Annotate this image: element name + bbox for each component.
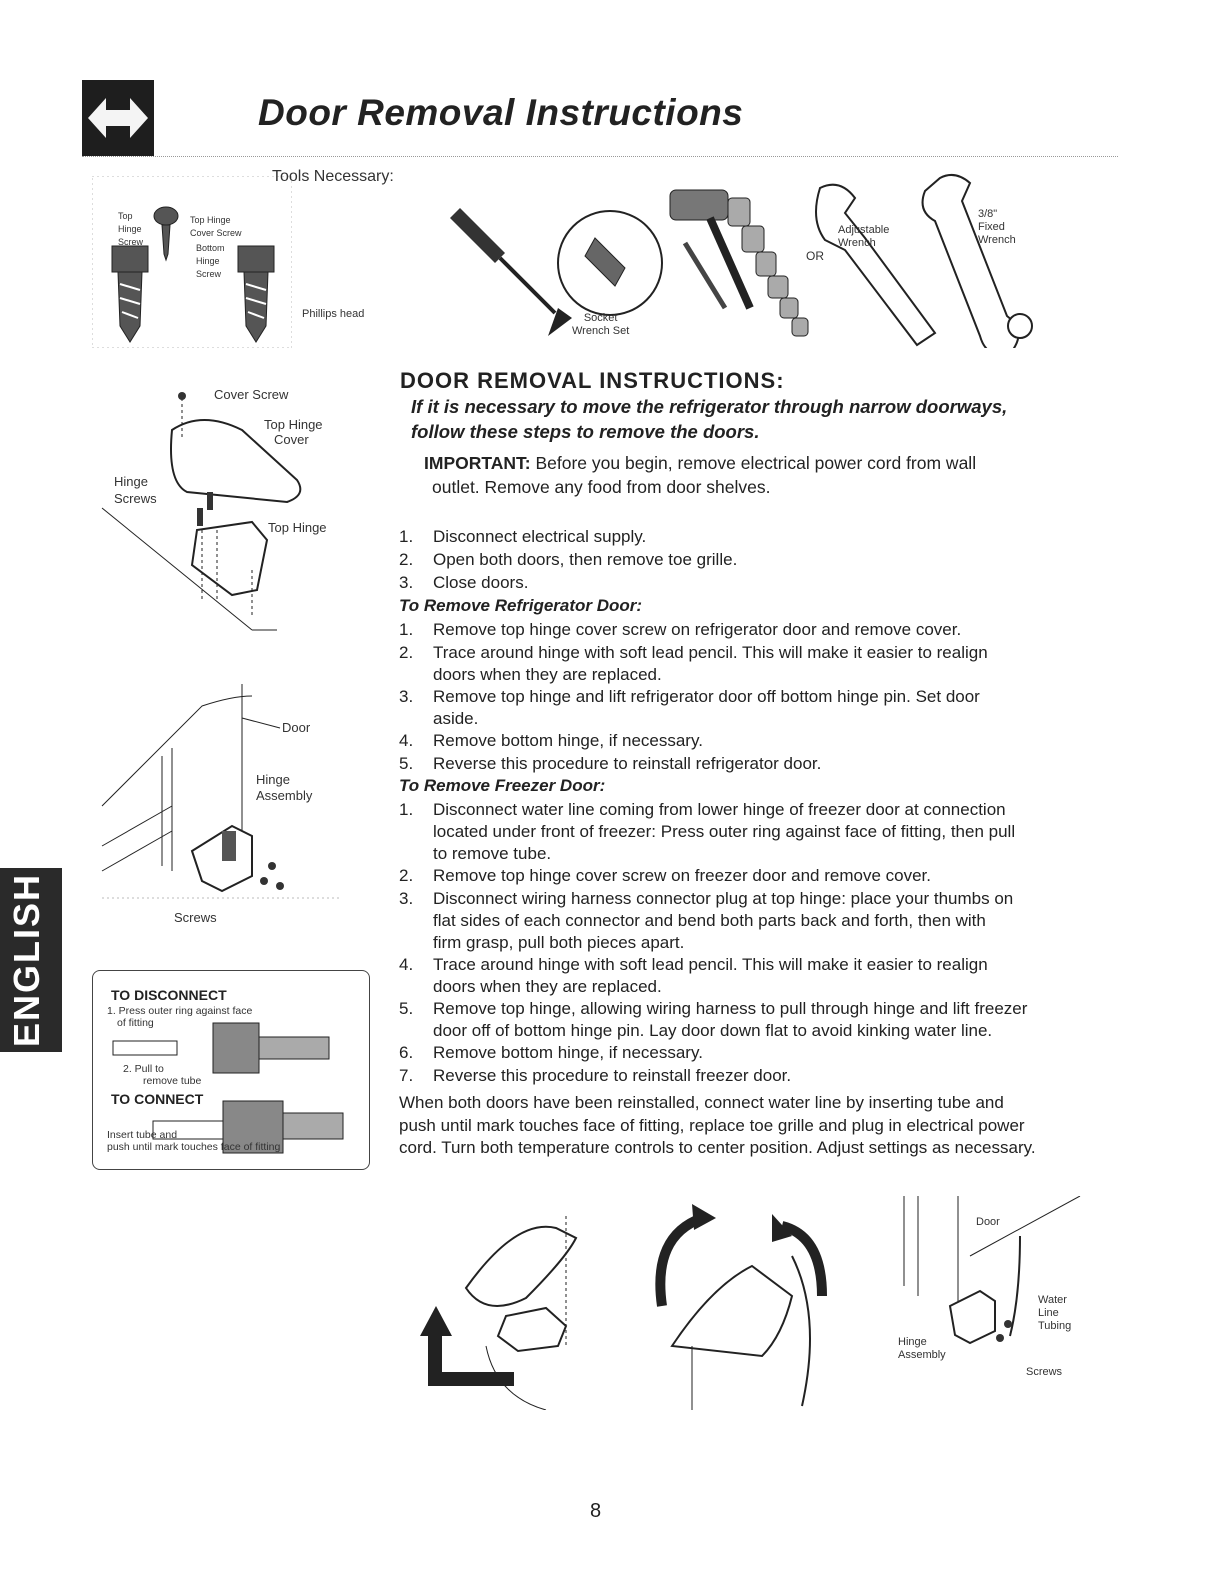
socket-wrench-label: Socket Wrench Set bbox=[572, 312, 630, 337]
important-note: IMPORTANT: Before you begin, remove electrical power cord from wall outlet. Remove any food from door shelves. bbox=[424, 453, 977, 497]
freezer-door-heading: To Remove Freezer Door: bbox=[399, 776, 606, 795]
connect-instruction: Insert tube and push until mark touches face of fitting bbox=[107, 1129, 281, 1153]
door-hinge-assembly-figure bbox=[92, 676, 362, 932]
disconnect-step2: 2. Pull to remove tube bbox=[123, 1063, 202, 1087]
top-hinge-screw-label: Top Hinge Screw bbox=[118, 211, 144, 247]
section-heading: DOOR REMOVAL INSTRUCTIONS: bbox=[400, 368, 785, 393]
screws-callout: Screws bbox=[174, 910, 217, 925]
cover-screw-label: Top Hinge Cover Screw bbox=[190, 215, 242, 238]
phillips-label: Phillips head bbox=[302, 308, 365, 320]
hands-illustration bbox=[632, 1196, 860, 1410]
page-number: 8 bbox=[590, 1500, 602, 1522]
language-label: ENGLISH bbox=[6, 873, 47, 1048]
disconnect-title: TO DISCONNECT bbox=[111, 987, 227, 1003]
water-line-tubing-label: Water Line Tubing bbox=[1038, 1294, 1072, 1332]
hinge-figure bbox=[92, 380, 362, 640]
door-callout: Door bbox=[282, 720, 311, 735]
hands-rotate-figure bbox=[632, 1196, 860, 1410]
door-arrows-icon bbox=[82, 80, 154, 156]
top-hinge-callout: Top Hinge bbox=[268, 520, 327, 535]
bottom-hinge-lift-figure bbox=[396, 1196, 626, 1410]
tools-figure bbox=[280, 168, 1080, 348]
door-hinge-illustration bbox=[92, 676, 362, 932]
cover-screw-callout: Cover Screw bbox=[214, 387, 289, 402]
lift-arrow-illustration bbox=[396, 1196, 626, 1410]
important-label: IMPORTANT: bbox=[424, 453, 531, 473]
water-line-connection-box bbox=[92, 970, 370, 1170]
or-label: OR bbox=[806, 249, 824, 263]
top-hinge-cover-callout: Top Hinge Cover bbox=[264, 417, 323, 447]
tools-label: Tools Necessary: bbox=[272, 168, 394, 185]
screw-figure bbox=[92, 176, 292, 348]
connect-title: TO CONNECT bbox=[111, 1091, 204, 1107]
intro-warning: If it is necessary to move the refrigerator through narrow doorways, follow these steps to remove the doors. bbox=[411, 396, 1008, 442]
page-title: Door Removal Instructions bbox=[258, 92, 744, 133]
tools-illustration bbox=[280, 168, 1080, 348]
language-tab bbox=[0, 868, 62, 1052]
screws-label: Screws bbox=[1026, 1366, 1063, 1378]
closing-paragraph: When both doors have been reinstalled, connect water line by inserting tube and push until mark touches face of fitting, replace toe grille and plug in electrical power cord. Turn both temperature controls to center position. Adjust settings as necessary. bbox=[399, 1093, 1036, 1157]
bottom-hinge-screw-label: Bottom Hinge Screw bbox=[196, 243, 225, 279]
adjustable-wrench-label: Adjustable Wrench bbox=[838, 224, 890, 249]
freezer-hinge-water-line-figure bbox=[870, 1196, 1098, 1410]
disconnect-step1: 1. Press outer ring against face of fitting bbox=[107, 1005, 253, 1029]
screws-illustration bbox=[92, 176, 292, 348]
door-label: Door bbox=[976, 1216, 1000, 1228]
refrigerator-door-heading: To Remove Refrigerator Door: bbox=[399, 596, 643, 615]
hinge-assembly-callout: Hinge Assembly bbox=[256, 772, 313, 803]
fixed-wrench-label: 3/8" Fixed Wrench bbox=[978, 208, 1016, 246]
hinge-screws-callout: Hinge Screws bbox=[114, 474, 157, 506]
hinge-assembly-label: Hinge Assembly bbox=[898, 1336, 946, 1361]
